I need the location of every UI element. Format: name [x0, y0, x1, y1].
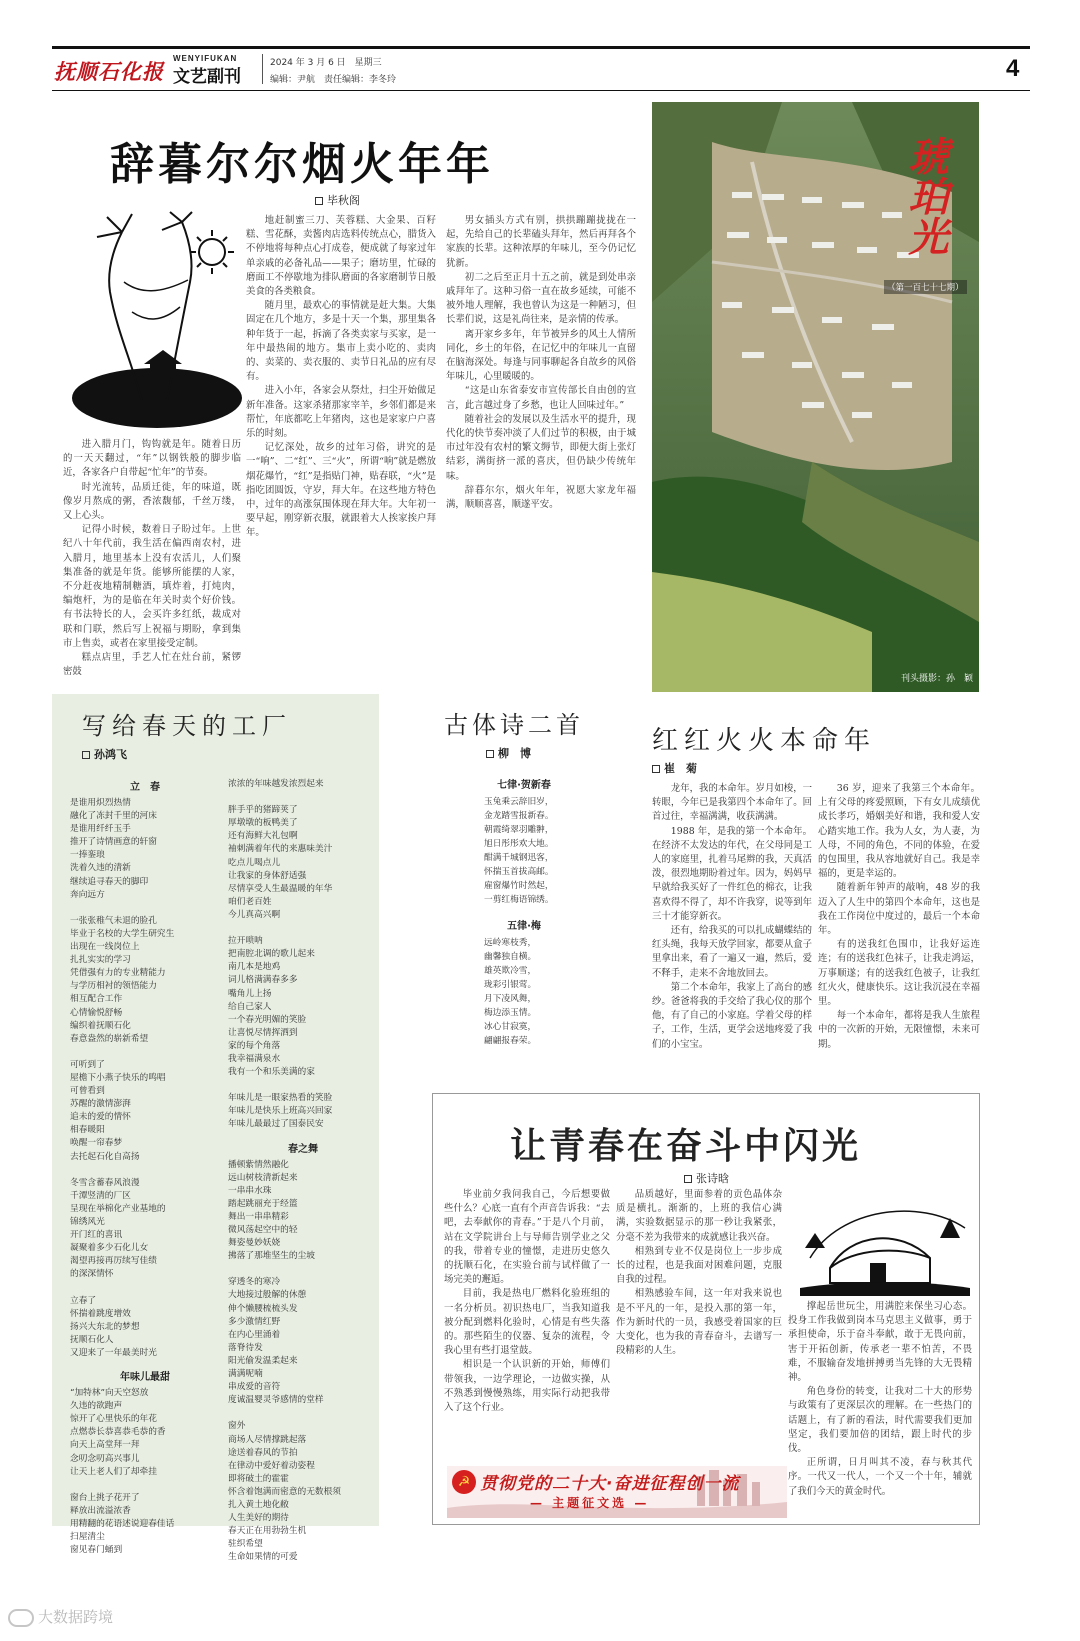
zodiac-author: 崔 菊	[664, 762, 697, 775]
byline-box-icon	[684, 1175, 692, 1183]
factory-poem-byline	[82, 746, 127, 762]
article-paragraph: 相识是一个认识新的开始，师傅们带领我，一边学理论，一边做实操，从不熟悉到慢慢熟练，用实际行动把我带入了这个行业。	[444, 1359, 610, 1414]
party-emblem-icon: ☭	[452, 1470, 476, 1494]
article-paragraph: 目前，我是热电厂燃料化验班组的一名分析员。初识热电厂，当我知道我被分配到燃料化验时，心情是有些失落的。那些陌生的仪器、复杂的流程，令我心里有些打退堂鼓。	[444, 1288, 610, 1357]
article-paragraph: 有的送我红色围巾，让我好运连连；有的送我红色袜子，让我走鸿运，万事顺遂；有的送我红色被子，让我红红火火，健康快乐。这让我沉浸在幸福里。	[818, 939, 980, 1008]
lead-paragraph: 时光流转，品质迁徙，年的味道，既像岁月熬成的粥，香浓馥郁，千丝万缕，又上心头。	[63, 481, 241, 522]
zodiac-year-byline	[652, 760, 697, 776]
poem-stanzas: “加特林”向天空怒放 久违的欲跑声 惊开了心里快乐的年花 点燃恭长恭喜恭毛恭的香 向天上高堂拜一拜 念叨念叨高兴事儿 让天上老人们了却牵挂 窗台上挑子花开了 释放出流溢浓香 用精翻的花语述说迎春佳话 扫屋清尘 窗见春门蛹到	[70, 1388, 175, 1556]
paper-name: 抚顺石化报	[54, 59, 164, 84]
classical-poems-title: 古体诗二首	[444, 711, 584, 739]
youth-author: 张诗晗	[696, 1172, 729, 1185]
lead-paragraph: 进入小年，各家会从祭灶，扫尘开始做足新年准备。这家杀猪那家宰羊，乡邻们都是来帮忙，年底都吃上年猪肉，这也是家家户户喜乐的时刻。	[246, 385, 436, 440]
article-paragraph: 还有，给我买的可以扎成蝴蝶结的红头绳，我每天放学回家，都要从盒子里拿出来，看了一遍又一遍，然后，爱不释手，走来不舍地放回去。	[652, 925, 812, 979]
poem-stanzas: 播顿紫情然融化 远山树枝清新起来 一串串水珠 踏起跳丽充于经篮 舞出一串串精彩 微风荡起空中的轻 舞姿曼妙妖娆 拂落了那堆坚生的尘坡 穿透冬的寒冷 大地接过般解的休憩 伸个懒腰梳梳头发 多少激情红野 在内心里涌着 落脊待发 阳光偷发温柔起来 满满呢喃 串成爱的音符 度诚温婴灵爷感情的堂样 窗外 商场人尽情撑跳起落 途送着春风的节拍 在律动中爱好着动姿程 即将破土的霍霍 怀含着饱满而密意的无数根须 扎入黄土地化敝 人生美好的期待 春天正在用勃勃生机 驻织希望 生命如果情的可爱	[228, 1159, 341, 1563]
byline-box-icon	[315, 197, 323, 205]
factory-poem-left-column	[70, 778, 220, 1556]
poem-lines: 玉兔乘云辞旧岁， 金龙踏雪报新春。 朝霞绮翠羽雕翀， 旭日彤彤欢大地。 酣满千城钢迅客， 怀揣玉首拔高邮。 雇窗爆竹时然起， 一剪红梅语锦绣。	[484, 797, 554, 905]
byline-box-icon	[486, 750, 494, 758]
youth-article-column-1	[444, 1188, 610, 1453]
editors-line: 编辑：尹航 责任编辑：李冬玲	[270, 75, 397, 85]
article-paragraph: 36 岁，迎来了我第三个本命年。上有父母的疼爱照顾，下有女儿成绩优成长孝巧，婚姻美好和谐，我和爱人安心踏实地工作。我为人女，为人妻，为人母，不同的角色，不同的体验，在爱的包围里，我从容地就好自己。我是幸福的，更是幸运的。	[818, 783, 980, 880]
watermark-text: 大数据跨境	[38, 1608, 114, 1626]
lead-paragraph: 随着社会的发展以及生活水平的提升，现代化的快节奏冲淡了人们过节的积极，由于城市过年没有农村的繁文缛节，即便大街上张灯结彩，满街挤一派的喜庆，但仍缺少传统年味。	[446, 413, 636, 482]
classical-poems-body	[484, 776, 564, 1076]
zodiac-year-title: 红红火火本命年	[652, 726, 877, 756]
poem-section-heading: 春之舞	[288, 1143, 318, 1155]
lead-paragraph: “这是山东省泰安市宣传部长自由创的宣言，此言越过身了乡愁，也让人回味过年。”	[446, 385, 636, 411]
section-name: 文艺副刊	[173, 67, 241, 87]
watermark-logo-icon	[8, 1609, 34, 1627]
source-watermark	[8, 1606, 113, 1627]
tree-illustration	[62, 212, 240, 434]
lead-paragraph: 随月里，最欢心的事情就是赶大集。大集固定在几个地方，多是十天一个集，那里集各种年货于一起，拆滴了各类卖家与买家，是一年中最热闹的地方。集市上卖小吃的、卖肉的、卖菜的、卖衣服的、卖节日礼品的应有尽有。	[246, 300, 436, 383]
byline-box-icon	[82, 751, 90, 759]
lead-paragraph: 记得小时候，数着日子盼过年。上世纪八十年代前，我生活在偏西南农村，进入腊月，地里基本上没有农活儿，人们聚集准备的就是年货。能够所能摆的人家，不分赶夜地精制糖酒，填炸着，打炖肉，编炮杆，为的是临在年关时卖个好价钱。有书法特长的人，会买许多红纸，裁成对联和门联，然后写上祝福与期盼，拿到集市上售卖，或者在家里接受定制。	[63, 524, 241, 649]
lead-article-column-2	[246, 214, 436, 664]
lead-paragraph: 进入腊月门，钩钩就是年。随着日历的一天天翻过，“年”以钢铁般的脚步临近，各家各户自带起“忙年”的节奏。	[63, 439, 241, 479]
lead-article-byline	[315, 192, 360, 208]
poem-heading: 七律·贺新春	[497, 780, 551, 791]
issue-date: 2024 年 3 月 6 日 星期三	[270, 58, 382, 68]
lead-article-title: 辞暮尔尔烟火年年	[110, 139, 494, 190]
zodiac-year-column-1	[652, 782, 812, 1072]
article-paragraph: 品质越好，里面参着的贡色晶体杂质是横扎。渐渐的，上班的我信心满满，实验数据显示的那一秒让我紧张，分毫不差为我带来的成就感让我兴奋。	[616, 1189, 782, 1243]
lead-author: 毕秋阁	[327, 194, 360, 207]
article-paragraph: 角色身份的转变，让我对二十大的形势与政策有了更深层次的理解。在一些热门的话题上，有了新的看法，时代需要我们更加坚定，我们要加倍的团结，跟上时代的步伐。	[788, 1386, 972, 1455]
poem-stanzas: 浓浓的年味越发浓烈起来 胖手乎的猪蹄荚了 厚墩墩的板鸭美了 还有海鲜大礼包啊 袖刺满着年代的来惠味美汁 吃点儿喝点儿 让我家的身体舒适强 尽情享受人生最温暖的年华 咱们老百姓 今儿真高兴啊 拉开唢呐 把南腔北调的歌儿起来 南几本是地鸡 词儿格满满春多多 嘴角儿上扬 给自己家人 一个春光明媚的笑脸 让喜悦尽情挥洒到 家的每个角落 我幸福满泉水 我有一个和乐美满的家 年味儿是一眼家热看的笑脸 年味儿是快乐上班高兴回家 年味儿最最过了国泰民安	[228, 779, 333, 1130]
lead-paragraph: 地赶制蜜三刀、芙蓉糕、大金果、百籽糕、雪花酥，卖酱肉店选料传统点心，腊货入不停地将每种点心打成卷，便成就了每家过年单亲戚的必备礼品——果子；磨坊里，忙碌的磨面工不停歇地为排队磨面的各家磨制节日般美食的各类粮食。	[246, 215, 436, 298]
youth-article-column-3	[788, 1300, 972, 1518]
factory-author: 孙鸿飞	[94, 748, 127, 761]
factory-poem-title: 写给春天的工厂	[82, 712, 292, 740]
lead-paragraph: 记忆深处，故乡的过年习俗，讲究的是一“响”、二“红”、三“火”，所谓“响”就是燃放烟花爆竹，“红”是指贴门神，贴春联，“火”是指吃团圆饭，守岁，拜大年。在这些地方特色中，过年的高涨氛围体现在拜大年。大年初一要早起，刚穿新衣服，就跟着大人挨家挨户拜年。	[246, 442, 436, 539]
youth-article-column-2	[616, 1188, 782, 1453]
article-paragraph: 正所谓，日月叫其不凌，春与秋其代序。一代又一代人，一个又一个十年，辅就了我们今天的黄金时代。	[788, 1457, 972, 1497]
article-paragraph: 撑起岳世玩尘，用满腔来保坐习心态。投身工作我做到岗本马克思主义做事，勇于承担使命，乐于奋斗奉献，敢于无畏向前，害于开拓创新，传承老一辈不怕苦，不畏难，不服输奋发地拼搏勇当先锋的大无畏精神。	[788, 1301, 972, 1384]
article-paragraph: 相熟感验车间，这一年对我来说也是不平凡的一年，是投入那的第一年，作为新时代的一员，我感受着国家的巨大变化，也为我的青春奋斗，去谱写一段精彩的人生。	[616, 1288, 782, 1357]
lead-paragraph: 辞暮尔尔，烟火年年，祝愿大家龙年福满，顺顺喜喜，顺遂平安。	[446, 484, 636, 511]
article-paragraph: 毕业前夕我问我自己，今后想要做些什么？心底一直有个声音告诉我：“去吧，去奉献你的青春。”于是八个月前，站在文学院讲台上与导师告别学业之父的我，带着专业的憧憬，走进历史悠久的抚顺石化，在实验台前与试样做了一场完美的邂逅。	[444, 1189, 610, 1286]
article-paragraph: 每一个本命年，都将是我人生旅程中的一次新的开始，无限憧憬，未来可期。	[818, 1010, 980, 1050]
youth-article-byline	[684, 1170, 729, 1186]
lead-paragraph: 离开家乡多年，年节被异乡的风土人情所同化，乡土的年俗，在记忆中的年味儿一直留在脑海深处。每逢与同事聊起各自故乡的风俗年味儿，心里暖暖的。	[446, 328, 636, 383]
header-rule	[52, 90, 1030, 91]
page-number: 4	[1006, 55, 1020, 82]
lead-paragraph: 糕点店里，手艺人忙在灶台前，紧锣密鼓	[63, 652, 241, 678]
lead-article-column-3	[446, 214, 636, 664]
header-separator	[262, 54, 263, 84]
aerial-village-photo	[652, 102, 979, 692]
article-paragraph: 第二个本命年，我家上了高台的感纱。爸爸将我的手交给了我心仪的那个他，有了自己的小家庭。学着父母的样子，工作，生活，更学会送地疼爱了我们的小宝宝。	[652, 981, 812, 1050]
lead-paragraph: 初二之后至正月十五之前，就是到处串亲戚拜年了。这种习俗一直在故乡延续，可能不被外地人理解，我也曾认为这是一种陋习，但长辈们说，这是礼尚往来，是亲情的传承。	[446, 271, 636, 326]
article-paragraph: 龙年，我的本命年。岁月如梭，一转眼，今年已是我第四个本命年了。回首过往，幸福满满，收获满满。	[652, 783, 812, 823]
banner-title: 贯彻党的二十大·奋进征程创一流	[480, 1474, 740, 1494]
lead-article-column-1	[63, 438, 241, 678]
poem-section-heading: 立 春	[130, 782, 160, 793]
youth-article-title: 让青春在奋斗中闪光	[510, 1125, 862, 1167]
photo-credit: 刊头摄影：孙 颖	[900, 674, 973, 684]
byline-box-icon	[652, 765, 660, 773]
article-paragraph: 1988 年，是我的第一个本命年。在经济不太发达的年代，在父母同是工人的家庭里，扎着马尾辫的我，天真活泼，很烈地期盼着过年。因为，妈妈早早就给我买好了一件红色的棉衣，让我喜欢得不得了，却不许我穿，说等到年三十才能穿新衣。	[652, 825, 812, 922]
poem-section-heading: 年味儿最甜	[120, 1372, 170, 1384]
photo-issue-number: （第一百七十七期）	[884, 280, 967, 294]
classical-author: 柳 博	[498, 747, 531, 760]
article-paragraph: 相熟到专业不仅是岗位上一步步成长的过程，也是我面对困难问题，克服自我的过程。	[616, 1245, 782, 1286]
section-latin: WENYIFUKAN	[173, 54, 238, 63]
masthead-rule	[52, 46, 1030, 49]
article-paragraph: 随着新年钟声的敲响，48 岁的我迈入了人生中的第四个本命年，这也是我在工作岗位中度过的，最后一个本命年。	[818, 882, 980, 937]
poem-lines: 远岭寒枝秀， 幽馨独自横。 雄英欺冷雪， 珑彩引银莺。 月下凌风舞， 梅边添玉情。 冰心甘寂寞， 翩翩报春荣。	[484, 938, 537, 1046]
yurt-illustration	[800, 1188, 970, 1296]
banner-subtitle: — 主题征文选 —	[530, 1496, 650, 1510]
poem-stanzas: 是谁用炽烈热情 融化了冻封千里的河床 是谁用纤纤玉手 推开了诗情画意的轩窗 一捧銮琅 洗着久违的清新 继续追寻春天的脚印 奔向远方 一张张稚气未退的脸孔 毕业于名校的大学生研究生 出现在一线岗位上 扎扎实实的学习 凭借强有力的专业精能力 与学历相衬的领悟能力 相互配合工作 心情愉悦舒畅 编织着抚顺石化 春意盎然的崭新希望 可听到了 屋檐下小燕子快乐的鸣唱 可曾看到 苏醒的激情澎湃 追未的爱的情怀 相春暖阳 唤醒一帘春梦 去托起石化自高扬 冬雪含蓄春风浪漫 千潭竖清的厂区 呈现在举棉化产业基地的 锦绣风光 开门红的喜讯 凝聚着多少石化儿女 渴望再接再厉续写佳绩 的深深情怀 立春了 怀揣着跳度增效 扬兴大东北的梦想 抚顺石化人 又迎来了一年最美时光	[70, 798, 175, 1358]
poem-heading: 五律·梅	[507, 921, 541, 932]
factory-poem-right-column	[228, 778, 378, 1563]
zodiac-year-column-2	[818, 782, 980, 1072]
photo-series-title: 琥珀光	[902, 136, 949, 256]
classical-poems-byline	[486, 745, 531, 761]
lead-paragraph: 男女插头方式有别，拱拱蹦蹦拢拢在一起，先给自己的长辈磕头拜年，然后再拜各个家族的长辈。这种浓厚的年味儿，至今仍记忆犹新。	[446, 215, 636, 269]
